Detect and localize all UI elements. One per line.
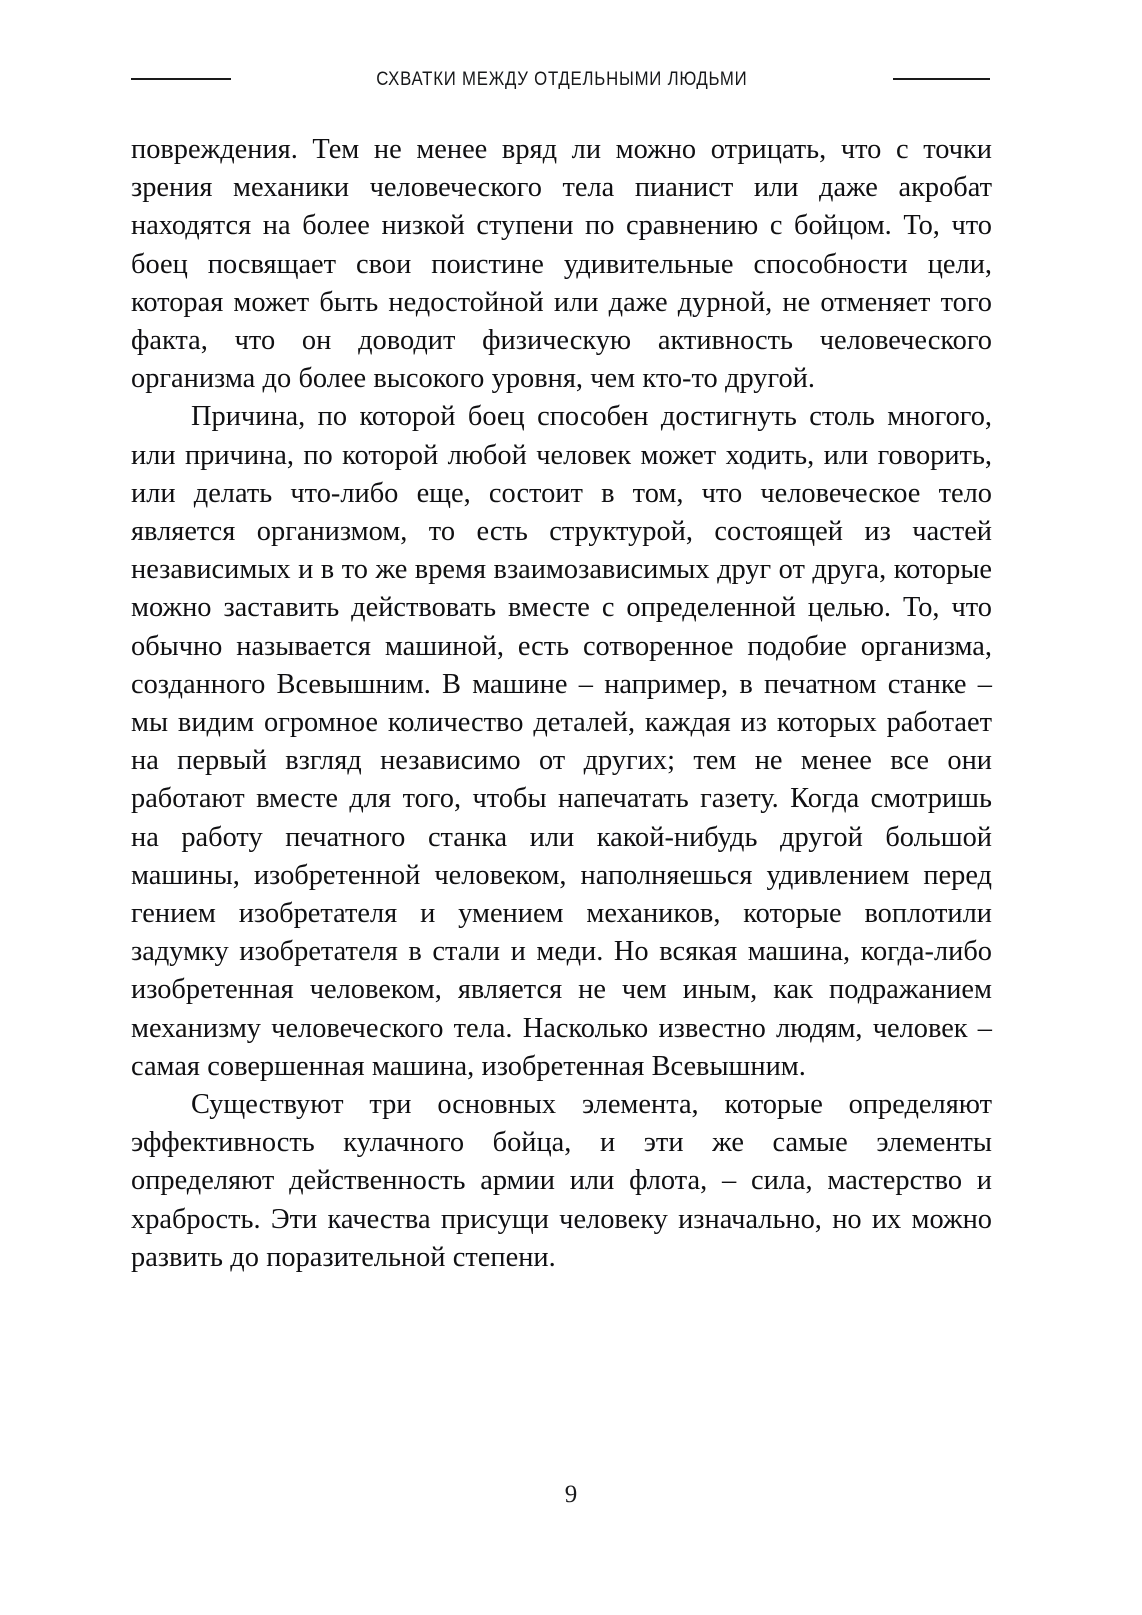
running-head-rule-right [893, 78, 990, 80]
paragraph-2: Причина, по которой боец способен достигнуть столь многого, или причина, по которой любой человек может ходить, или говорить, или делать что-либо еще, состоит в том, что человеческое тело является организмом, то есть структурой, состоящей из частей независимых и в то же время взаимозависимых друг от друга, которые можно заставить действовать вместе с определенной целью. То, что обычно называется машиной, есть сотворенное подобие организма, созданного Всевышним. В машине – например, в печатном станке – мы видим огромное количество деталей, каждая из которых работает на первый взгляд независимо от других; тем не менее все они работают вместе для того, чтобы напечатать газету. Когда смотришь на работу печатного станка или какой-нибудь другой большой машины, изобретенной человеком, наполняешься удивлением перед гением изобретателя и умением механиков, которые воплотили задумку изобретателя в стали и меди. Но всякая машина, когда-либо изобретенная человеком, является не чем иным, как подражанием механизму человеческого тела. Насколько известно людям, человек – самая совершенная машина, изобретенная Всевышним. [131, 401, 992, 1082]
running-head [131, 62, 990, 96]
body-text [131, 131, 992, 1277]
running-head-title: СХВАТКИ МЕЖДУ ОТДЕЛЬНЫМИ ЛЮДЬМИ [376, 67, 748, 90]
paragraph-1: повреждения. Тем не менее вряд ли можно отрицать, что с точки зрения механики человеческого тела пианист или даже акробат находятся на более низкой ступени по сравнению с бойцом. То, что боец посвящает свои поистине удивительные способности цели, которая может быть недостойной или даже дурной, не отменяет того факта, что он доводит физическую активность человеческого организма до более высокого уровня, чем кто-то другой. [131, 134, 992, 395]
paragraph-3: Существуют три основных элемента, которые определяют эффективность кулачного бойца, и эти же самые элементы определяют действенность армии или флота, – сила, мастерство и храбрость. Эти качества присущи человеку изначально, но их можно развить до поразительной степени. [131, 1089, 992, 1273]
page-number: 9 [564, 1481, 578, 1508]
running-head-rule-left [131, 78, 231, 80]
